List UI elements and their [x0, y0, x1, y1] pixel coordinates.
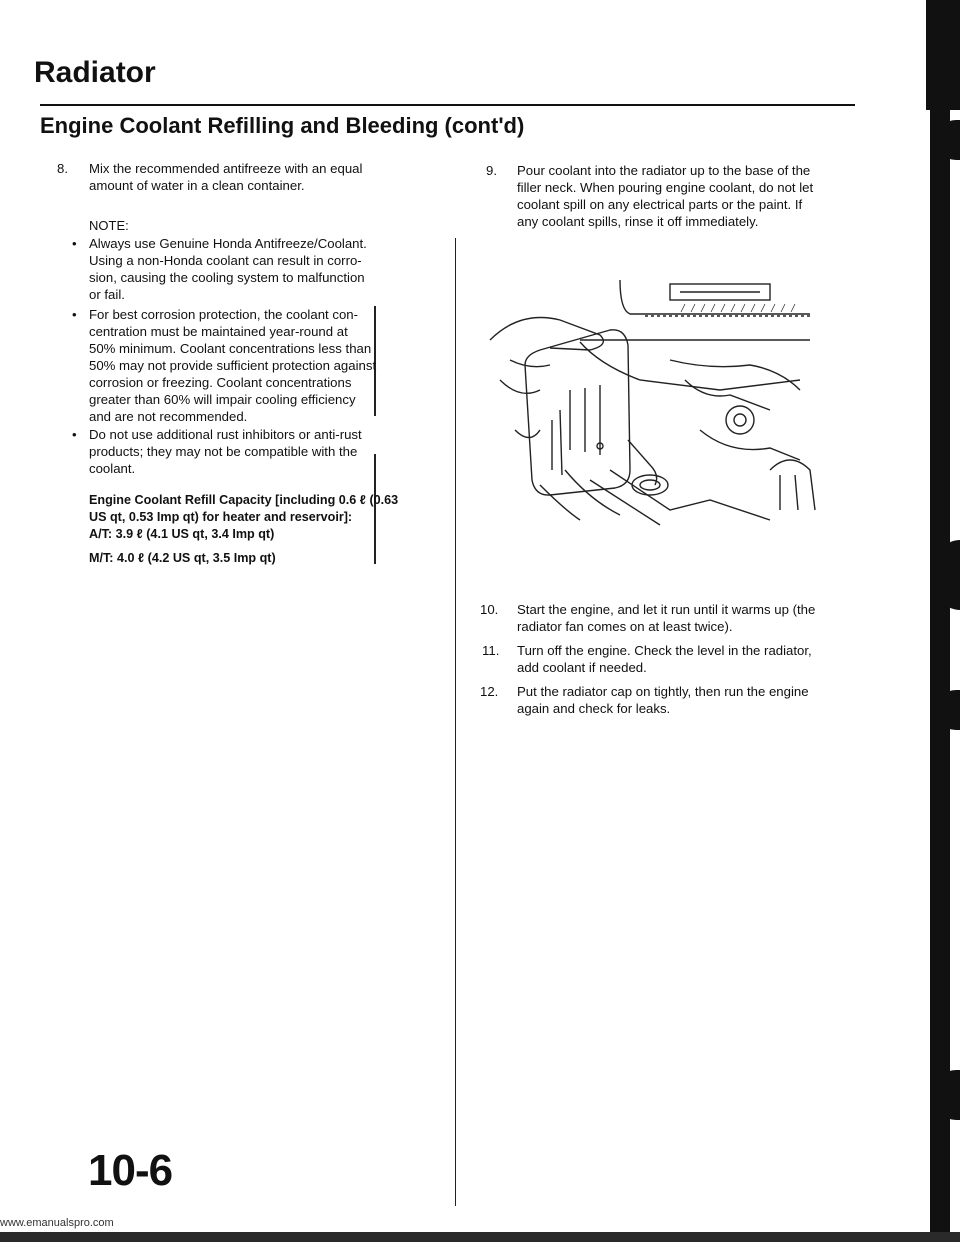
note-label: NOTE: — [89, 218, 129, 233]
step-9-line: Pour coolant into the radiator up to the base of the — [517, 163, 811, 178]
bullet-2-line: corrosion or freezing. Coolant concentrations — [89, 375, 352, 390]
step-9 — [486, 162, 850, 230]
bullet-3-line: Do not use additional rust inhibitors or anti-rust — [89, 427, 362, 442]
bullet-2-line: 50% minimum. Coolant concentrations less than — [89, 341, 372, 356]
step-8-number: 8. — [57, 161, 68, 176]
step-10-line: radiator fan comes on at least twice). — [517, 619, 733, 634]
step-9-number: 9. — [486, 163, 497, 178]
bullet-2-line: greater than 60% will impair cooling efficiency — [89, 392, 356, 407]
step-8-line: amount of water in a clean container. — [89, 178, 305, 193]
bullet-1-line: Always use Genuine Honda Antifreeze/Coolant. — [89, 236, 367, 251]
step-9-line: coolant spill on any electrical parts or the paint. If — [517, 197, 803, 212]
step-12-number: 12. — [480, 684, 499, 699]
bullet-3-line: coolant. — [89, 461, 136, 476]
step-9-line: any coolant spills, rinse it off immediately. — [517, 214, 759, 229]
page-number: 10-6 — [88, 1146, 173, 1195]
bullet-1-line: Using a non-Honda coolant can result in corro- — [89, 253, 362, 268]
footer-bar — [0, 1232, 960, 1242]
step-9-line: filler neck. When pouring engine coolant, do not let — [517, 180, 814, 195]
column-divider — [455, 238, 456, 1206]
step-12-line: Put the radiator cap on tightly, then run the engine — [517, 684, 809, 699]
step-11-line: add coolant if needed. — [517, 660, 647, 675]
bullet-3-line: products; they may not be compatible with the — [89, 444, 358, 459]
step-11-number: 11. — [482, 643, 500, 658]
capacity-heading-line: Engine Coolant Refill Capacity [including 0.6 ℓ (0.63 — [89, 493, 399, 507]
bullet-dot: • — [72, 307, 77, 322]
capacity-heading-line: US qt, 0.53 Imp qt) for heater and reservoir]: — [89, 510, 353, 524]
bullet-2-line: and are not recommended. — [89, 409, 248, 424]
bullet-2 — [72, 306, 423, 425]
step-10 — [480, 601, 850, 635]
step-12 — [480, 683, 850, 717]
source-url[interactable]: www.emanualspro.com — [0, 1217, 114, 1229]
step-12-line: again and check for leaks. — [517, 701, 671, 716]
page-title: Radiator — [34, 56, 156, 89]
step-8-line: Mix the recommended antifreeze with an equal — [89, 161, 363, 176]
refill-capacity — [89, 492, 429, 567]
step-10-number: 10. — [480, 602, 499, 617]
bullet-2-line: 50% may not provide sufficient protection against — [89, 358, 377, 373]
bullet-1 — [72, 235, 423, 303]
note-bullets — [72, 235, 423, 477]
page-edge-tabs — [918, 0, 960, 1242]
section-subtitle: Engine Coolant Refilling and Bleeding (cont'd) — [40, 113, 525, 138]
step-11-line: Turn off the engine. Check the level in the radiator, — [517, 643, 812, 658]
step-11 — [482, 642, 850, 676]
bullet-dot: • — [72, 427, 77, 442]
bullet-2-line: centration must be maintained year-round at — [89, 324, 348, 339]
bullet-1-line: or fail. — [89, 287, 125, 302]
bullet-2-line: For best corrosion protection, the coolant con- — [89, 307, 359, 322]
step-8 — [57, 160, 424, 194]
bullet-dot: • — [72, 236, 77, 251]
capacity-at: A/T: 3.9 ℓ (4.1 US qt, 3.4 Imp qt) — [89, 527, 275, 541]
coolant-jug — [525, 330, 630, 495]
bullet-3 — [72, 426, 423, 477]
coolant-pouring-illustration — [470, 270, 830, 530]
capacity-mt: M/T: 4.0 ℓ (4.2 US qt, 3.5 Imp qt) — [89, 551, 276, 565]
bullet-1-line: sion, causing the cooling system to malfunction — [89, 270, 365, 285]
header-rule — [40, 104, 855, 106]
step-10-line: Start the engine, and let it run until it warms up (the — [517, 602, 816, 617]
